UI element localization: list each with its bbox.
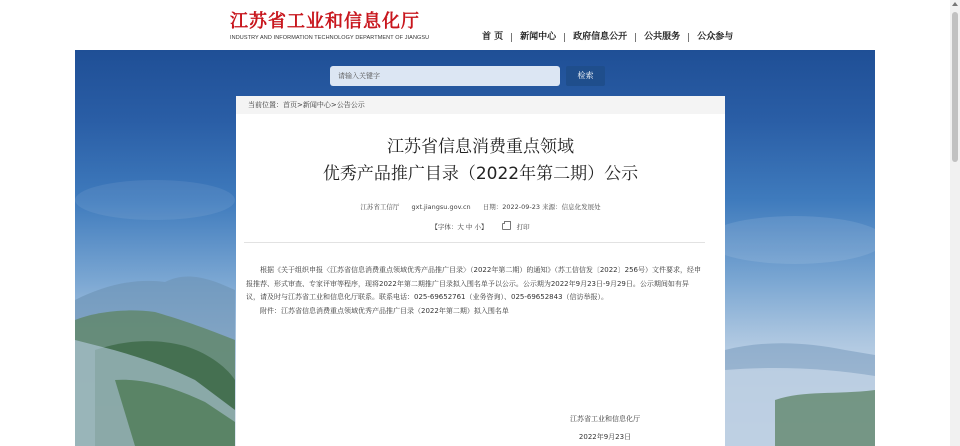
- nav-public-participation[interactable]: 公众参与: [697, 32, 734, 42]
- article-meta: [236, 202, 725, 211]
- article-site: gxt.jiangsu.gov.cn: [411, 203, 471, 211]
- article-date: 日期：2022-09-23 来源：信息化发展处: [482, 203, 601, 211]
- article-attachment[interactable]: 附件：江苏省信息消费重点领域优秀产品推广目录（2022年第二期）拟入围名单: [260, 306, 509, 315]
- signature-org: 江苏省工业和信息化厅: [570, 415, 640, 423]
- site-header: [0, 0, 960, 50]
- vertical-scrollbar[interactable]: [950, 0, 960, 446]
- search-input[interactable]: 请输入关键字: [330, 66, 560, 86]
- print-link[interactable]: 打印: [516, 223, 530, 231]
- nav-news-center[interactable]: 新闻中心: [520, 32, 557, 42]
- article-source: 江苏省工信厅: [360, 203, 400, 211]
- font-size-control[interactable]: 【字体：大 中 小】: [431, 223, 488, 231]
- scroll-up-icon[interactable]: [952, 2, 958, 6]
- nav-home[interactable]: 首 页: [482, 32, 504, 42]
- article-signature: [550, 410, 660, 446]
- nav-gov-info[interactable]: 政府信息公开: [573, 32, 628, 42]
- logo-chinese-name: 江苏省工业和信息化厅: [230, 11, 420, 32]
- scroll-thumb[interactable]: [952, 12, 958, 162]
- breadcrumb: 当前位置：首页>新闻中心>公告公示: [248, 101, 365, 109]
- article-paragraph: 根据《关于组织申报〈江苏省信息消费重点领域优秀产品推广目录〉（2022年第二期）的通知》（苏工信信发〔2022〕256号）文件要求，经申报推荐、形式审查、专家评审等程序，现将2022年第二期推广目录拟入围名单予以公示。公示期为2022年9月23日-9月29日。公示期间如有异议，请及时与江苏省工业和信息化厅联系。联系电话：025-69652761（业务咨询）、025-69652843（信访举报）。: [246, 266, 701, 301]
- nav-public-service[interactable]: 公共服务: [644, 32, 681, 42]
- signature-date: 2022年9月23日: [578, 433, 632, 441]
- site-logo[interactable]: [230, 10, 429, 42]
- article-title-line2: 优秀产品推广目录（2022年第二期）公示: [322, 164, 639, 184]
- main-nav: [474, 31, 741, 43]
- logo-english-name: INDUSTRY AND INFORMATION TECHNOLOGY DEPARTMENT OF JIANGSU: [230, 35, 430, 41]
- divider: [244, 242, 705, 243]
- article-title: [236, 134, 725, 188]
- search-button[interactable]: 检索: [566, 66, 605, 86]
- article-card: [236, 96, 725, 446]
- printer-icon[interactable]: [502, 223, 511, 230]
- article-body: [246, 264, 701, 318]
- article-tools: [236, 222, 725, 231]
- article-title-line1: 江苏省信息消费重点领域: [387, 137, 574, 157]
